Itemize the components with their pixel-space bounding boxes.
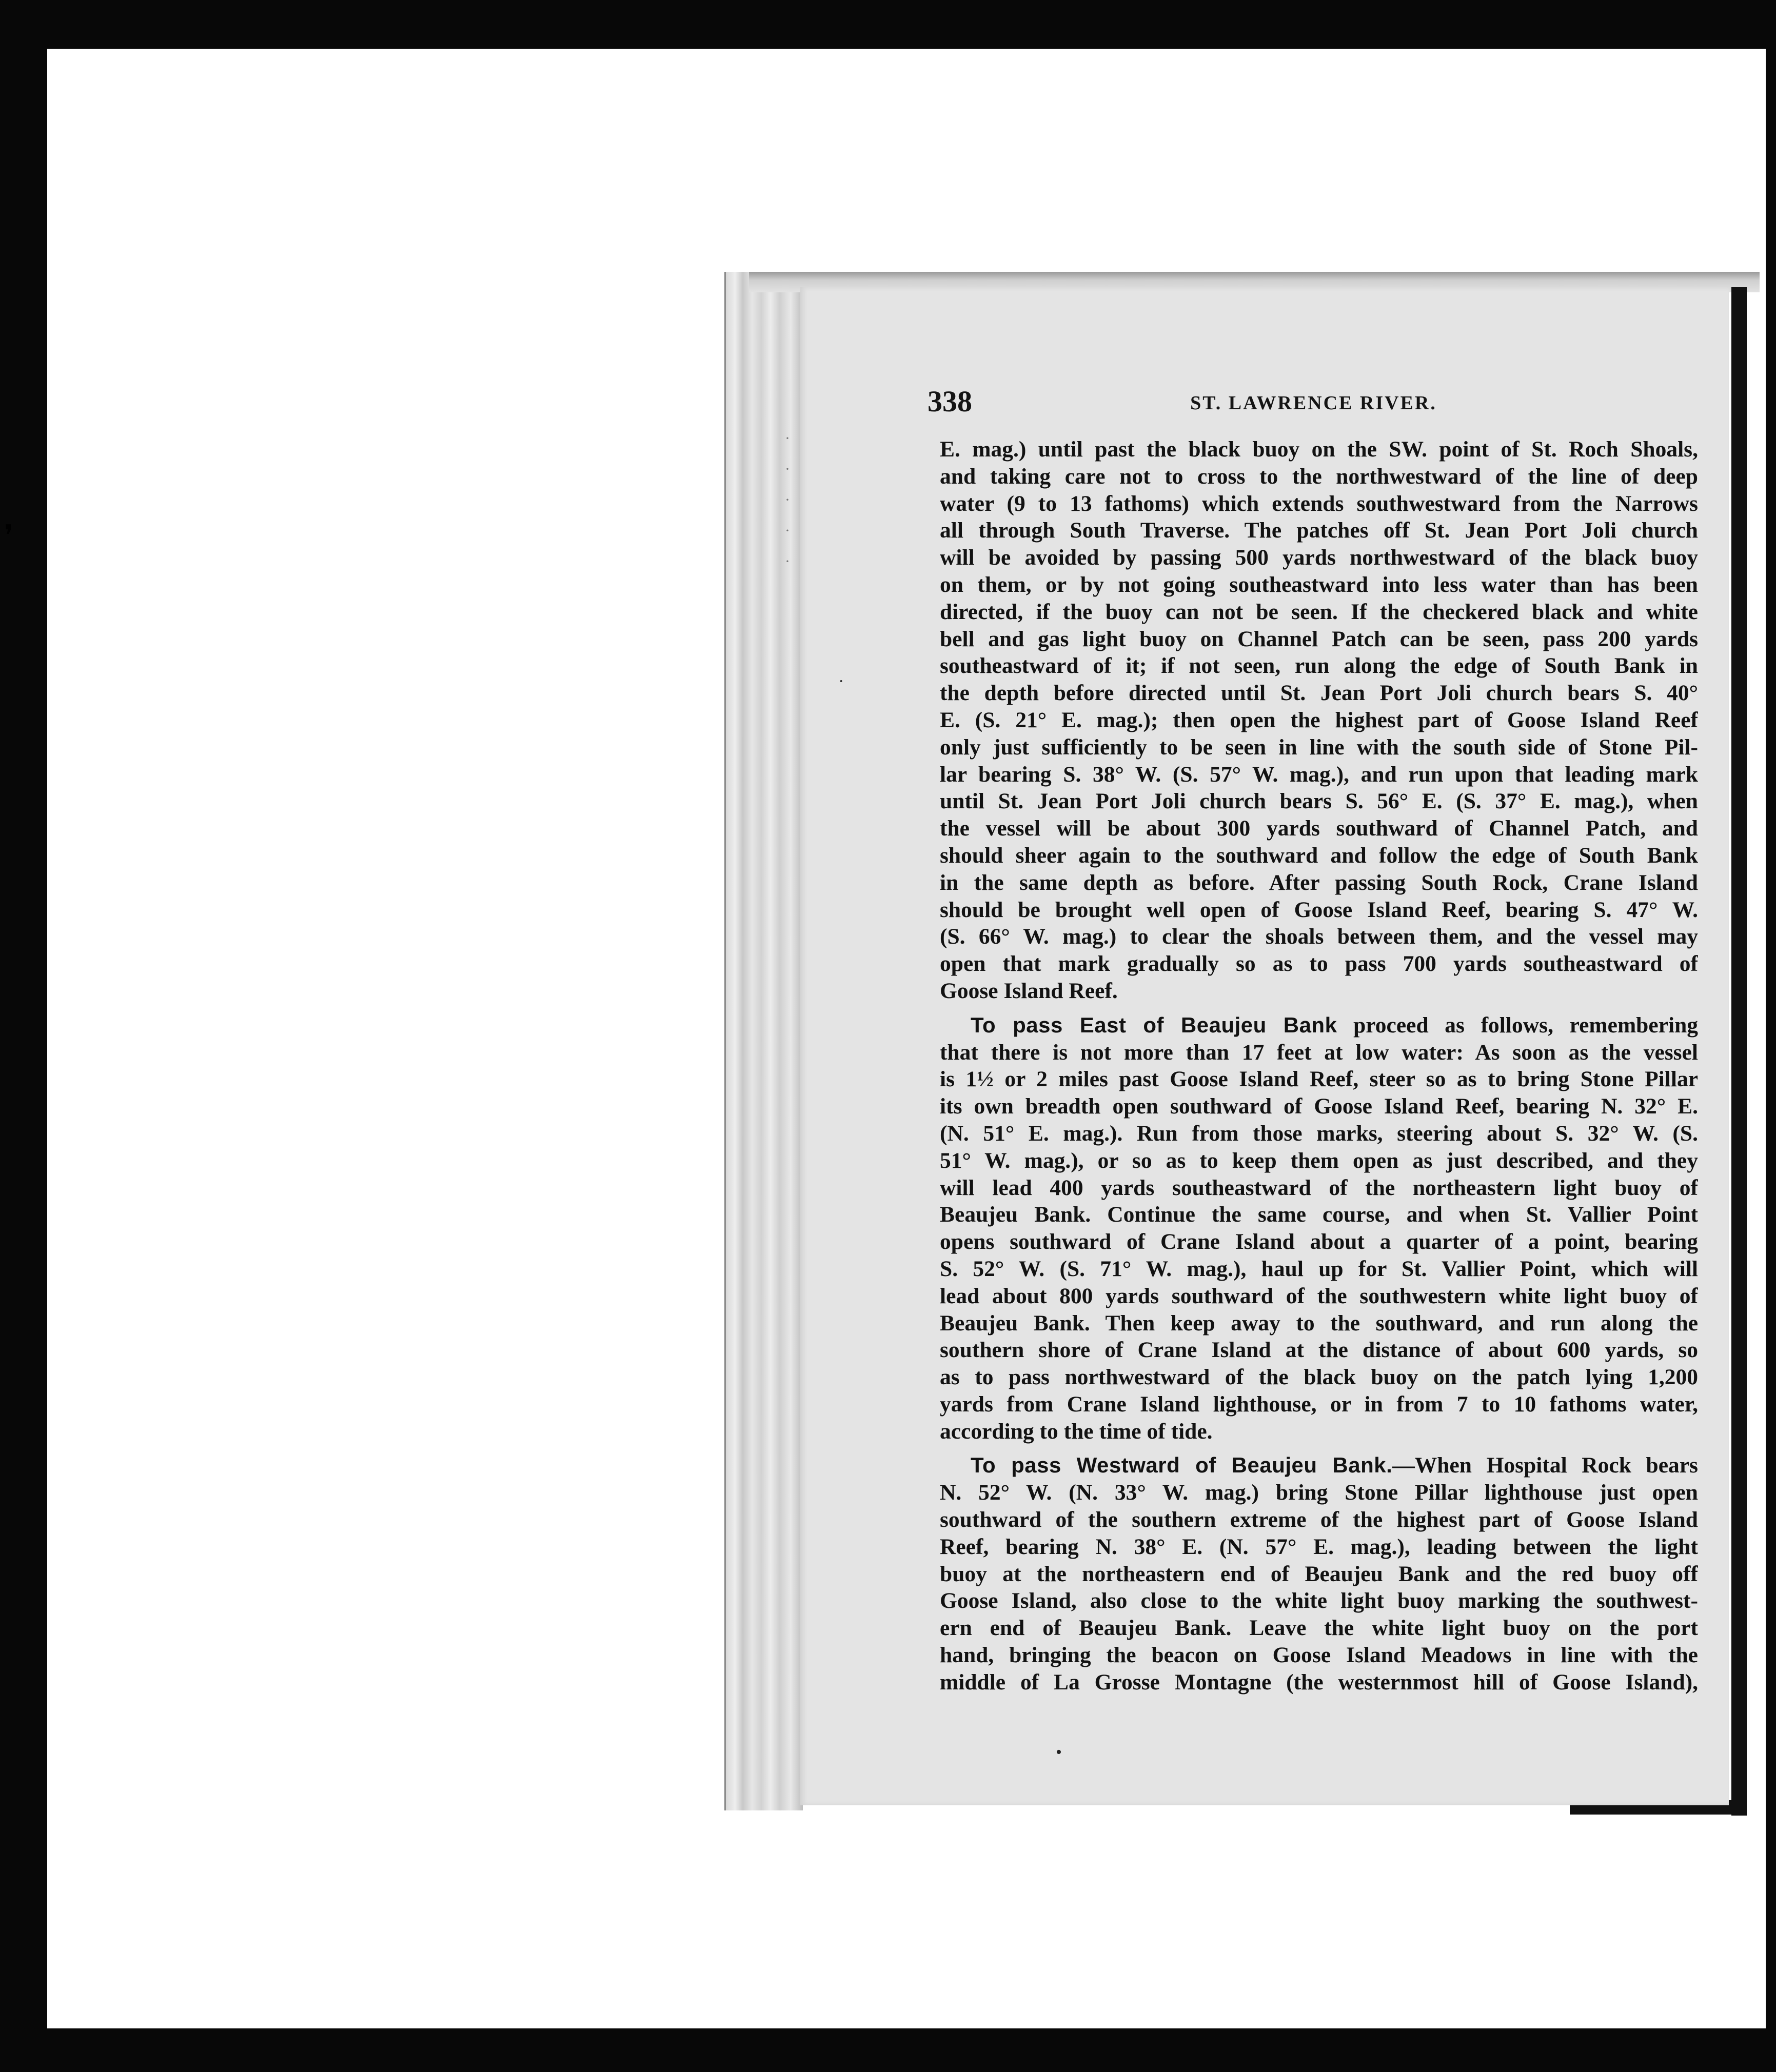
text-line: southern shore of Crane Island at the distance of about 600 yards, so xyxy=(940,1338,1698,1363)
text-line: its own breadth open southward of Goose Island Reef, bearing N. 32° E. xyxy=(940,1094,1698,1119)
text-line: directed, if the buoy can not be seen. If the checkered black and white xyxy=(940,599,1698,624)
page-speck: • xyxy=(1056,1743,1062,1762)
film-speck-mark: ❜ xyxy=(4,520,14,552)
text-line xyxy=(940,1012,1698,1039)
text-line: and taking care not to cross to the northwestward of the line of deep xyxy=(940,464,1698,489)
text-line: southeastward of it; if not seen, run along the edge of South Bank in xyxy=(940,653,1698,679)
text-line: opens southward of Crane Island about a quarter of a point, bearing xyxy=(940,1229,1698,1254)
text-line: S. 52° W. (S. 71° W. mag.), haul up for St. Vallier Point, which will xyxy=(940,1256,1698,1281)
text-line: Beaujeu Bank. Continue the same course, and when St. Vallier Point xyxy=(940,1202,1698,1227)
margin-mark: · xyxy=(785,491,790,508)
text-line: lar bearing S. 38° W. (S. 57° W. mag.), and run upon that leading mark xyxy=(940,762,1698,787)
text-line: E. (S. 21° E. mag.); then open the highest part of Goose Island Reef xyxy=(940,707,1698,732)
text-line: according to the time of tide. xyxy=(940,1419,1213,1444)
text-line: (S. 66° W. mag.) to clear the shoals between them, and the vessel may xyxy=(940,924,1698,949)
text-line: lead about 800 yards southward of the southwestern white light buoy of xyxy=(940,1283,1698,1308)
book-page-edges xyxy=(724,272,803,1810)
text-line: in the same depth as before. After passing South Rock, Crane Island xyxy=(940,870,1698,895)
margin-mark: · xyxy=(785,430,790,447)
text-line: 51° W. mag.), or so as to keep them open as just described, and they xyxy=(940,1148,1698,1173)
margin-mark: · xyxy=(785,553,790,570)
text-line: will be avoided by passing 500 yards northwestward of the black buoy xyxy=(940,545,1698,570)
text-line: N. 52° W. (N. 33° W. mag.) bring Stone Pillar lighthouse just open xyxy=(940,1480,1698,1505)
section-heading: To pass East of Beaujeu Bank xyxy=(971,1012,1337,1037)
text-line: until St. Jean Port Joli church bears S. 56° E. (S. 37° E. mag.), when xyxy=(940,789,1698,814)
text-line: middle of La Grosse Montagne (the westernmost hill of Goose Island), xyxy=(940,1669,1698,1695)
text-line: southward of the southern extreme of the highest part of Goose Island xyxy=(940,1507,1698,1532)
paragraph-3 xyxy=(940,1452,1698,1696)
text-line: that there is not more than 17 feet at low water: As soon as the vessel xyxy=(940,1040,1698,1065)
text-line: buoy at the northeastern end of Beaujeu Bank and the red buoy off xyxy=(940,1561,1698,1586)
text-line: as to pass northwestward of the black buoy on the patch lying 1,200 xyxy=(940,1365,1698,1390)
page-number: 338 xyxy=(928,385,972,418)
page-header xyxy=(928,385,1700,419)
text-line: Reef, bearing N. 38° E. (N. 57° E. mag.), leading between the light xyxy=(940,1534,1698,1559)
text-line: (N. 51° E. mag.). Run from those marks, steering about S. 32° W. (S. xyxy=(940,1121,1698,1146)
paragraph-2 xyxy=(940,1012,1698,1445)
text-fragment: —When Hospital Rock bears xyxy=(1392,1453,1698,1478)
text-line: should be brought well open of Goose Island Reef, bearing S. 47° W. xyxy=(940,897,1698,922)
text-line: ern end of Beaujeu Bank. Leave the white light buoy on the port xyxy=(940,1616,1698,1641)
body-text xyxy=(940,436,1698,1696)
text-line: Goose Island Reef. xyxy=(940,978,1118,1003)
text-line xyxy=(940,1452,1698,1479)
text-line: hand, bringing the beacon on Goose Island Meadows in line with the xyxy=(940,1643,1698,1668)
text-line: E. mag.) until past the black buoy on the SW. point of St. Roch Shoals, xyxy=(940,437,1698,462)
running-head: ST. LAWRENCE RIVER. xyxy=(1190,392,1437,414)
margin-mark: · xyxy=(785,522,790,539)
text-line: all through South Traverse. The patches off St. Jean Port Joli church xyxy=(940,518,1698,543)
text-line: will lead 400 yards southeastward of the northeastern light buoy of xyxy=(940,1175,1698,1200)
text-line: bell and gas light buoy on Channel Patch can be seen, pass 200 yards xyxy=(940,626,1698,651)
text-line: should sheer again to the southward and follow the edge of South Bank xyxy=(940,843,1698,868)
page-speck: · xyxy=(838,672,844,691)
text-line: is 1½ or 2 miles past Goose Island Reef, steer so as to bring Stone Pillar xyxy=(940,1067,1698,1092)
paragraph-1 xyxy=(940,436,1698,1005)
text-line: Goose Island, also close to the white light buoy marking the southwest- xyxy=(940,1588,1698,1613)
book-cover-edge xyxy=(1731,287,1747,1816)
text-line: only just sufficiently to be seen in line with the south side of Stone Pil- xyxy=(940,734,1698,760)
text-line: water (9 to 13 fathoms) which extends southwestward from the Narrows xyxy=(940,491,1698,516)
text-line: the vessel will be about 300 yards southward of Channel Patch, and xyxy=(940,816,1698,841)
text-line: on them, or by not going southeastward into less water than has been xyxy=(940,572,1698,597)
margin-mark: · xyxy=(785,461,790,477)
text-line: yards from Crane Island lighthouse, or in from 7 to 10 fathoms water, xyxy=(940,1391,1698,1417)
text-line: open that mark gradually so as to pass 700 yards southeastward of xyxy=(940,951,1698,977)
section-heading: To pass Westward of Beaujeu Bank. xyxy=(971,1453,1393,1478)
text-fragment: proceed as follows, remembering xyxy=(1353,1012,1698,1038)
text-line: the depth before directed until St. Jean Port Joli church bears S. 40° xyxy=(940,681,1698,706)
text-line: Beaujeu Bank. Then keep away to the southward, and run along the xyxy=(940,1310,1698,1336)
